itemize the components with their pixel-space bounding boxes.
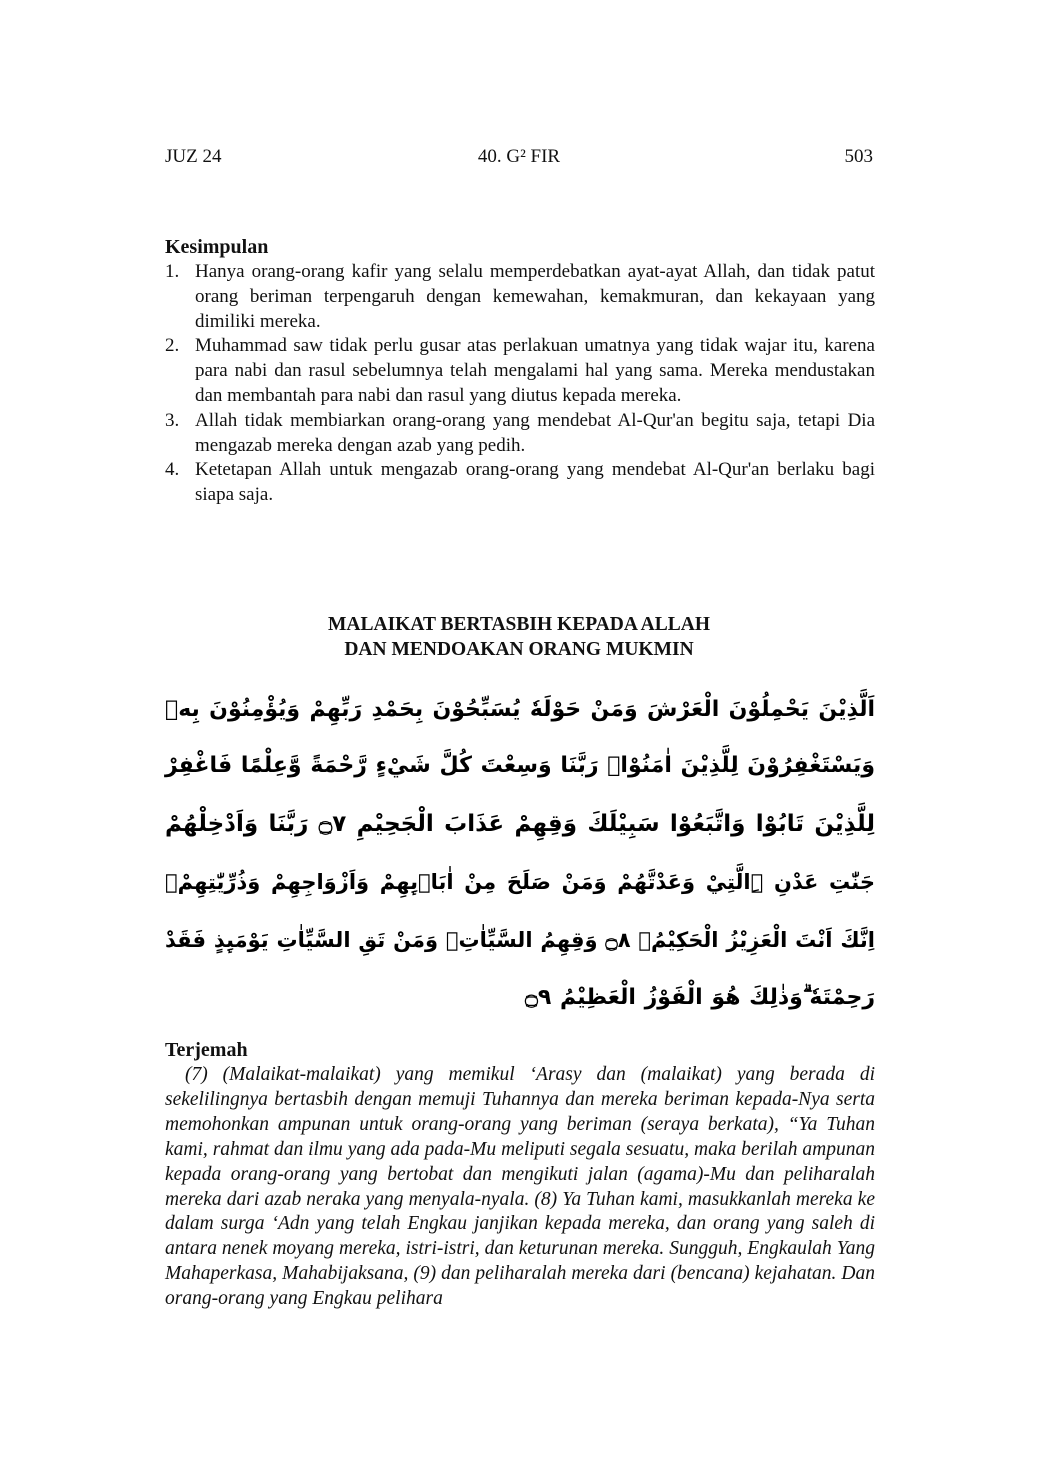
arabic-verses	[165, 684, 875, 1029]
translation-text: (7) (Malaikat-malaikat) yang memikul ‘Arasy dan (malaikat) yang berada di sekelilingnya bertasbih dengan memuji Tuhannya dan mereka beriman kepada-Nya serta memohonkan ampunan untuk orang-orang yang beriman (seraya berkata), “Ya Tuhan kami, rahmat dan ilmu yang ada pada-Mu meliputi segala sesuatu, maka berilah ampunan kepada orang-orang yang bertobat dan mengikuti jalan (agama)-Mu dan peliharalah mereka dari azab neraka yang menyala-nyala. (8) Ya Tuhan kami, masukkanlah mereka ke dalam surga ‘Adn yang telah Engkau janjikan kepada mereka, dan orang yang saleh di antara nenek moyang mereka, istri-istri, dan keturunan mereka. Sungguh, Engkaulah Yang Mahaperkasa, Mahabijaksana, (9) dan peliharalah mereka dari (bencana) kejahatan. Dan orang-orang yang Engkau pelihara	[165, 1064, 875, 1310]
conclusion-list	[165, 260, 875, 508]
arabic-line: وَيَسْتَغْفِرُوْنَ لِلَّذِيْنَ اٰمَنُوْاۚ رَبَّنَا وَسِعْتَ كُلَّ شَيْءٍ رَّحْمَةً وَّعِلْمًا فَاغْفِرْ	[165, 753, 875, 778]
section-title	[165, 612, 873, 662]
list-item-text: Muhammad saw tidak perlu gusar atas perlakuan umatnya yang tidak wajar itu, karena para nabi dan rasul sebelumnya telah mengalami hal yang sama. Mereka mendustakan dan membantah para nabi dan rasul yang diutus kepada mereka.	[195, 335, 875, 406]
section-title-line1: MALAIKAT BERTASBIH KEPADA ALLAH	[328, 614, 710, 635]
list-item	[165, 458, 875, 508]
section-title-line2: DAN MENDOAKAN ORANG MUKMIN	[344, 639, 694, 660]
list-item-text: Ketetapan Allah untuk mengazab orang-orang yang mendebat Al-Qur'an berlaku bagi siapa saja.	[195, 459, 875, 506]
list-item-number: 3.	[165, 409, 180, 431]
juz-label: JUZ 24	[165, 146, 222, 167]
list-item	[165, 260, 875, 334]
surah-label: 40. G² FIR	[477, 146, 561, 167]
page-header	[165, 146, 873, 172]
translation-heading: Terjemah	[165, 1039, 248, 1061]
list-item-number: 4.	[165, 459, 180, 481]
arabic-line: اِنَّكَ اَنْتَ الْعَزِيْزُ الْحَكِيْمُۙ ۝٨ وَقِهِمُ السَّيِّاٰتِۗ وَمَنْ تَقِ السَّيِّاٰتِ يَوْمَىِٕذٍ فَقَدْ	[165, 928, 875, 952]
list-item-text: Allah tidak membiarkan orang-orang yang mendebat Al-Qur'an begitu saja, tetapi Dia mengazab mereka dengan azab yang pedih.	[195, 409, 875, 456]
page-number: 503	[844, 146, 873, 167]
conclusion-heading: Kesimpulan	[165, 236, 269, 258]
list-item-number: 2.	[165, 335, 180, 357]
arabic-line: اَلَّذِيْنَ يَحْمِلُوْنَ الْعَرْشَ وَمَنْ حَوْلَهٗ يُسَبِّحُوْنَ بِحَمْدِ رَبِّهِمْ وَيُؤْمِنُوْنَ بِهٖ	[165, 697, 875, 722]
list-item-text: Hanya orang-orang kafir yang selalu memperdebatkan ayat-ayat Allah, dan tidak patut orang beriman terpengaruh dengan kemewahan, kemakmuran, dan kekayaan yang dimiliki mereka.	[195, 261, 875, 332]
list-item	[165, 409, 875, 459]
arabic-line: رَحِمْتَهٗ ۗوَذٰلِكَ هُوَ الْفَوْزُ الْعَظِيْمُ ۝٩	[525, 985, 875, 1010]
list-item	[165, 334, 875, 408]
arabic-line: لِلَّذِيْنَ تَابُوْا وَاتَّبَعُوْا سَبِيْلَكَ وَقِهِمْ عَذَابَ الْجَحِيْمِ ۝٧ رَبَّنَا وَاَدْخِلْهُمْ	[165, 811, 875, 837]
list-item-number: 1.	[165, 261, 180, 282]
arabic-line: جَنّٰتِ عَدْنِ ِۨالَّتِيْ وَعَدْتَّهُمْ وَمَنْ صَلَحَ مِنْ اٰبَاۤىِٕهِمْ وَاَزْوَاجِهِمْ وَذُرِّيّٰتِهِمْۗ	[165, 870, 875, 894]
